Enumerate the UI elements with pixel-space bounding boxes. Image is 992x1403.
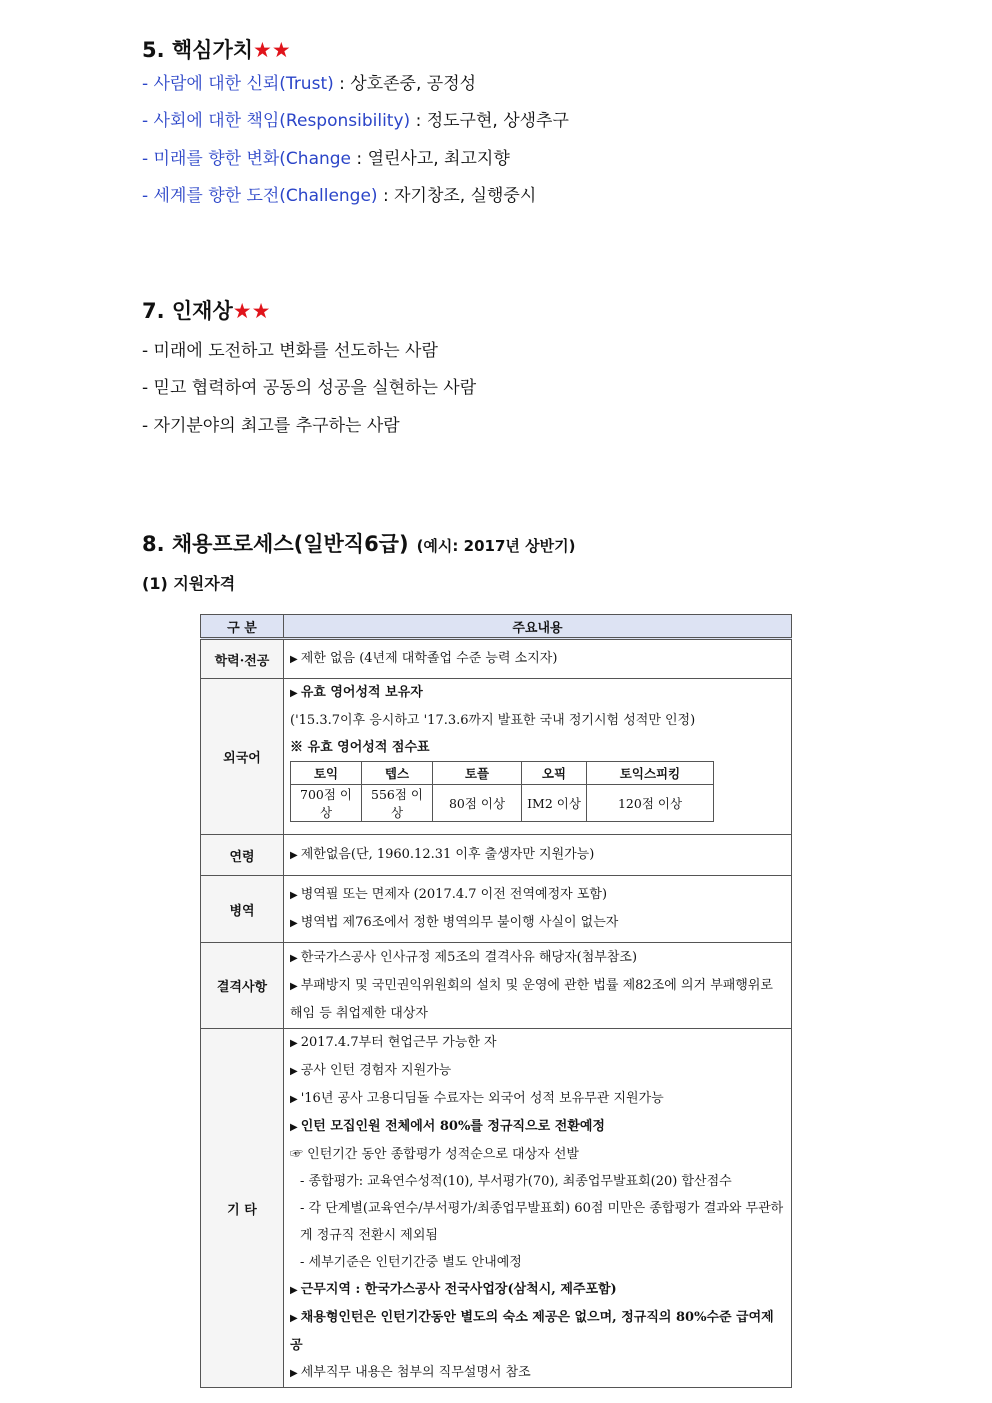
qualification-table xyxy=(200,614,792,1388)
core-value-item: - 사회에 대한 책임(Responsibility) : 정도구현, 상생추구 xyxy=(142,111,569,131)
list-item: ▶ '16년 공사 고용디딤돌 수료자는 외국어 성적 보유무관 지원가능 xyxy=(290,1091,664,1106)
core-value-item: - 미래를 향한 변화(Change : 열린사고, 최고지향 xyxy=(142,149,510,169)
row-content xyxy=(284,1029,792,1388)
triangle-bullet-icon: ▶ xyxy=(290,890,298,901)
list-item: ▶ 2017.4.7부터 현업근무 가능한 자 xyxy=(290,1035,497,1050)
list-item: ▶ 병역필 또는 면제자 (2017.4.7 이전 전역예정자 포함) xyxy=(290,887,608,902)
list-item: ('15.3.7이후 응시하고 '17.3.6까지 발표한 국내 정기시험 성적만 인정) xyxy=(290,713,696,728)
core-value-item: - 사람에 대한 신뢰(Trust) : 상호존중, 공정성 xyxy=(142,74,477,94)
triangle-bullet-icon: ▶ xyxy=(290,1094,298,1105)
triangle-bullet-icon: ▶ xyxy=(290,1122,298,1133)
list-item: ▶ 유효 영어성적 보유자 xyxy=(290,685,423,700)
triangle-bullet-icon: ▶ xyxy=(290,1038,298,1049)
table-row xyxy=(201,1029,792,1388)
section-5-title xyxy=(142,34,291,64)
triangle-bullet-icon: ▶ xyxy=(290,918,298,929)
row-category: 결격사항 xyxy=(201,943,284,1029)
row-content xyxy=(284,679,792,835)
list-item: ※ 유효 영어성적 점수표 xyxy=(290,740,430,755)
score-value: IM2 이상 xyxy=(522,785,587,822)
list-item: ▶ 세부직무 내용은 첨부의 직무설명서 참조 xyxy=(290,1365,531,1380)
score-value: 120점 이상 xyxy=(587,785,714,822)
triangle-bullet-icon: ▶ xyxy=(290,1368,298,1379)
qualification-subheading: (1) 지원자격 xyxy=(142,574,236,593)
row-category: 연령 xyxy=(201,835,284,876)
list-item: ▶ 근무지역 : 한국가스공사 전국사업장(삼척시, 제주포함) xyxy=(290,1282,617,1297)
list-item: ▶ 채용형인턴은 인턴기간동안 별도의 숙소 제공은 없으며, 정규직의 80%수준 급여제공 xyxy=(290,1310,774,1353)
core-value-item: - 세계를 향한 도전(Challenge) : 자기창조, 실행중시 xyxy=(142,186,537,206)
section-7-title xyxy=(142,295,270,325)
section-5-title-text: 5. 핵심가치 xyxy=(142,38,254,62)
star-icon: ★★ xyxy=(232,299,271,323)
list-item: - 종합평가: 교육연수성적(10), 부서평가(70), 최종업무발표회(20) 합산점수 xyxy=(300,1174,732,1189)
section-8-title xyxy=(142,528,575,558)
triangle-bullet-icon: ▶ xyxy=(290,953,298,964)
table-header-row xyxy=(201,615,792,639)
triangle-bullet-icon: ▶ xyxy=(290,1313,298,1324)
triangle-bullet-icon: ▶ xyxy=(290,1066,298,1077)
table-row xyxy=(201,679,792,835)
row-content xyxy=(284,835,792,876)
talent-item: - 자기분야의 최고를 추구하는 사람 xyxy=(142,416,400,436)
triangle-bullet-icon: ▶ xyxy=(290,688,298,699)
score-head: 텝스 xyxy=(362,762,433,785)
header-content: 주요내용 xyxy=(284,615,792,639)
list-item: ▶ 부패방지 및 국민권익위원회의 설치 및 운영에 관한 법률 제82조에 의거 부패행위로 해임 등 취업제한 대상자 xyxy=(290,978,773,1021)
talent-item: - 믿고 협력하여 공동의 성공을 실현하는 사람 xyxy=(142,378,477,398)
section-8-title-text: 8. 채용프로세스(일반직6급) xyxy=(142,532,409,556)
score-value: 556점 이상 xyxy=(362,785,433,822)
table-row xyxy=(201,876,792,943)
row-content xyxy=(284,639,792,679)
table-row xyxy=(201,835,792,876)
score-head: 토익스피킹 xyxy=(587,762,714,785)
score-head: 토플 xyxy=(433,762,522,785)
list-item: ☞ 인턴기간 동안 종합평가 성적순으로 대상자 선발 xyxy=(290,1147,579,1162)
list-item: - 세부기준은 인턴기간중 별도 안내예정 xyxy=(300,1255,522,1270)
score-value: 700점 이상 xyxy=(291,785,362,822)
list-item: ▶ 제한없음(단, 1960.12.31 이후 출생자만 지원가능) xyxy=(290,847,595,862)
triangle-bullet-icon: ▶ xyxy=(290,654,298,665)
triangle-bullet-icon: ▶ xyxy=(290,850,298,861)
row-category: 외국어 xyxy=(201,679,284,835)
section-8-note: (예시: 2017년 상반기) xyxy=(416,537,576,555)
list-item: - 각 단계별(교육연수/부서평가/최종업무발표회) 60점 미만은 종합평가 결과와 무관하게 정규직 전환시 제외됨 xyxy=(300,1201,784,1243)
row-category: 학력·전공 xyxy=(201,639,284,679)
list-item: ▶ 한국가스공사 인사규정 제5조의 결격사유 해당자(첨부참조) xyxy=(290,950,638,965)
table-row xyxy=(201,639,792,679)
english-score-table xyxy=(290,761,714,822)
row-content xyxy=(284,943,792,1029)
score-value: 80점 이상 xyxy=(433,785,522,822)
talent-item: - 미래에 도전하고 변화를 선도하는 사람 xyxy=(142,341,438,361)
triangle-bullet-icon: ▶ xyxy=(290,981,298,992)
row-content xyxy=(284,876,792,943)
section-7-title-text: 7. 인재상 xyxy=(142,299,233,323)
list-item: ▶ 제한 없음 (4년제 대학졸업 수준 능력 소지자) xyxy=(290,651,558,666)
table-row xyxy=(201,943,792,1029)
row-category: 병역 xyxy=(201,876,284,943)
triangle-bullet-icon: ▶ xyxy=(290,1285,298,1296)
star-icon: ★★ xyxy=(253,38,291,62)
row-category: 기 타 xyxy=(201,1029,284,1388)
header-category: 구 분 xyxy=(201,615,284,639)
score-head: 토익 xyxy=(291,762,362,785)
list-item: ▶ 병역법 제76조에서 정한 병역의무 불이행 사실이 없는자 xyxy=(290,915,619,930)
list-item: ▶ 공사 인턴 경험자 지원가능 xyxy=(290,1063,452,1078)
score-head: 오픽 xyxy=(522,762,587,785)
list-item: ▶ 인턴 모집인원 전체에서 80%를 정규직으로 전환예정 xyxy=(290,1119,605,1134)
